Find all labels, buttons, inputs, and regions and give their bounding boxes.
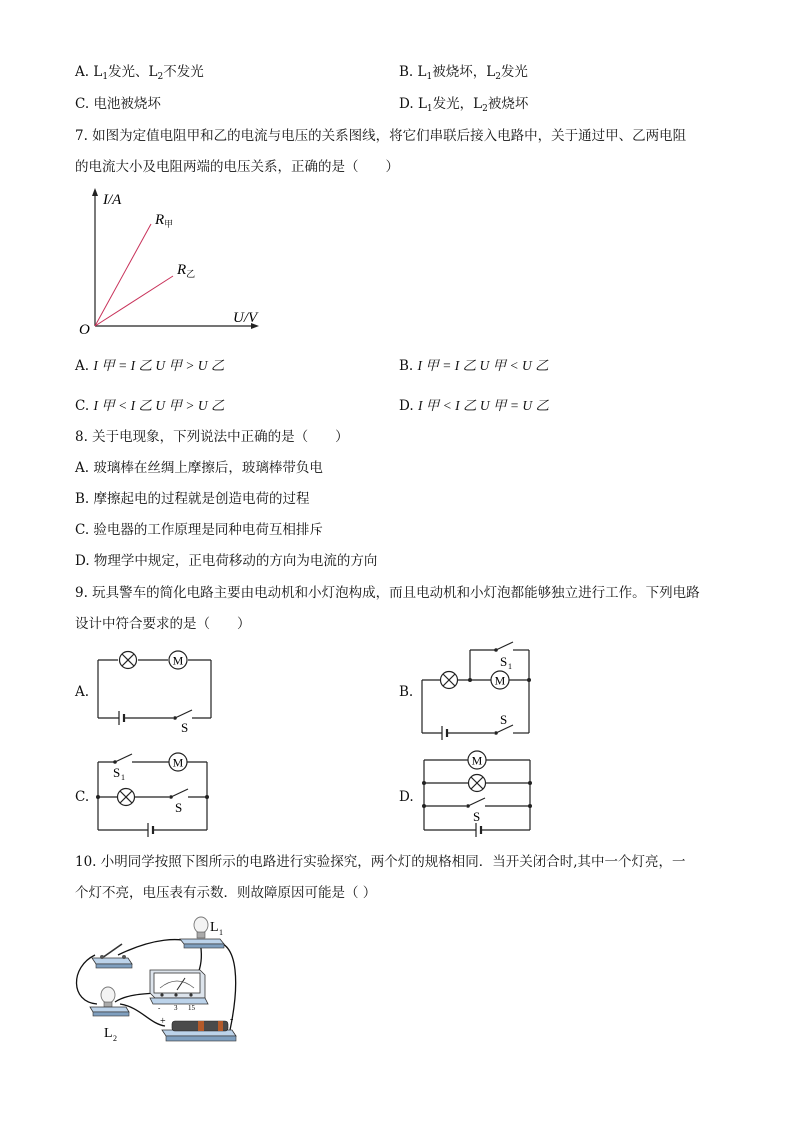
battery-icon <box>148 823 153 837</box>
q8-stem: 8. 关于电现象，下列说法中正确的是（ ） <box>75 429 349 445</box>
q7-stem-line2: 的电流大小及电阻两端的电压关系，正确的是（ ） <box>75 159 399 175</box>
r-yi-label: $R_乙$ <box>177 262 196 279</box>
r-jia-label: $R_甲$ <box>155 212 174 229</box>
q6-option-d: D. $L_1$发光，$L_2$被烧坏 <box>399 96 529 114</box>
svg-text:M: M <box>471 753 483 768</box>
svg-text:+: + <box>160 1016 166 1027</box>
svg-text:-: - <box>230 1014 234 1025</box>
q7-option-b: B. I 甲 = I 乙 U 甲 < U 乙 <box>399 358 549 374</box>
svg-text:S: S <box>473 809 481 824</box>
svg-text:M: M <box>172 755 184 770</box>
battery-icon <box>119 711 124 725</box>
svg-text:1: 1 <box>219 928 223 937</box>
svg-text:S: S <box>500 654 508 669</box>
q10-stem-line1: 10. 小明同学按照下图所示的电路进行实验探究，两个灯的规格相同．当开关闭合时,其中一个灯亮，一 <box>75 854 686 870</box>
battery-icon <box>476 823 481 837</box>
q9-label-a: A. <box>75 684 90 700</box>
lamp-icon <box>118 789 135 806</box>
x-axis-label: U/V <box>233 310 258 326</box>
svg-text:L: L <box>210 920 219 935</box>
svg-text:S: S <box>500 712 508 727</box>
q8-option-d: D. 物理学中规定，正电荷移动的方向为电流的方向 <box>75 553 378 569</box>
q9-stem-line2: 设计中符合要求的是（ ） <box>75 616 251 632</box>
lamp-icon <box>469 775 486 792</box>
svg-text:1: 1 <box>508 662 512 671</box>
knife-switch-icon <box>92 944 132 968</box>
q7-iu-graph <box>75 188 275 338</box>
switch-s1-icon <box>113 754 132 764</box>
circuit-c <box>95 752 215 834</box>
q8-option-b: B. 摩擦起电的过程就是创造电荷的过程 <box>75 491 310 507</box>
circuit-a <box>95 648 215 733</box>
battery-box-icon <box>162 1021 236 1041</box>
motor-icon <box>169 753 187 771</box>
q10-stem-line2: 个灯不亮，电压表有示数．则故障原因可能是（ ） <box>75 885 377 901</box>
q9-stem-line1: 9. 玩具警车的简化电路主要由电动机和小灯泡构成，而且电动机和小灯泡都能够独立进行工作。下列电路 <box>75 585 700 601</box>
q9-label-c: C. <box>75 789 90 805</box>
svg-text:15: 15 <box>188 1004 195 1012</box>
y-axis-label: I/A <box>103 192 122 208</box>
q7-option-d: D. I 甲 < I 乙 U 甲 = U 乙 <box>399 398 550 414</box>
q7-option-a: A. I 甲 = I 乙 U 甲 > U 乙 <box>75 358 225 374</box>
q9-label-b: B. <box>399 684 414 700</box>
q6-option-c: C. 电池被烧坏 <box>75 96 161 112</box>
motor-icon <box>169 651 187 669</box>
origin-label: O <box>79 322 90 338</box>
battery-icon <box>442 726 447 740</box>
switch-icon <box>169 789 188 799</box>
lamp-l2-icon <box>90 987 129 1016</box>
svg-text:-: - <box>158 1004 161 1012</box>
q6-option-a: A. $L_1$发光、$L_2$不发光 <box>75 64 204 82</box>
q7-stem-line1: 7. 如图为定值电阻甲和乙的电流与电压的关系图线，将它们串联后接入电路中，关于通过甲、乙两电阻 <box>75 128 687 144</box>
q8-option-c: C. 验电器的工作原理是同种电荷互相排斥 <box>75 522 323 538</box>
svg-text:L: L <box>104 1026 113 1041</box>
svg-text:M: M <box>172 653 184 668</box>
motor-icon <box>491 671 509 689</box>
svg-text:S: S <box>113 765 121 780</box>
lamp-icon <box>441 672 458 689</box>
svg-text:1: 1 <box>121 773 125 782</box>
q6-option-b: B. $L_1$被烧坏，$L_2$发光 <box>399 64 528 82</box>
svg-text:S: S <box>175 800 183 815</box>
motor-icon <box>468 751 486 769</box>
line-r-jia <box>95 224 151 326</box>
svg-text:2: 2 <box>113 1034 117 1043</box>
switch-icon <box>173 710 192 720</box>
q10-physical-circuit <box>70 912 250 1052</box>
circuit-d <box>420 750 535 835</box>
svg-text:3: 3 <box>174 1004 178 1012</box>
switch-icon <box>466 798 485 808</box>
lamp-icon <box>120 652 137 669</box>
q8-option-a: A. 玻璃棒在丝绸上摩擦后，玻璃棒带负电 <box>75 460 323 476</box>
y-axis-arrow <box>92 188 98 196</box>
voltmeter-icon <box>150 970 208 1004</box>
q7-option-c: C. I 甲 < I 乙 U 甲 > U 乙 <box>75 398 225 414</box>
svg-text:S: S <box>181 720 189 735</box>
line-r-yi <box>95 276 173 326</box>
switch-s1-icon <box>494 642 513 652</box>
svg-text:M: M <box>494 673 506 688</box>
q9-label-d: D. <box>399 789 414 805</box>
circuit-b <box>420 640 535 745</box>
